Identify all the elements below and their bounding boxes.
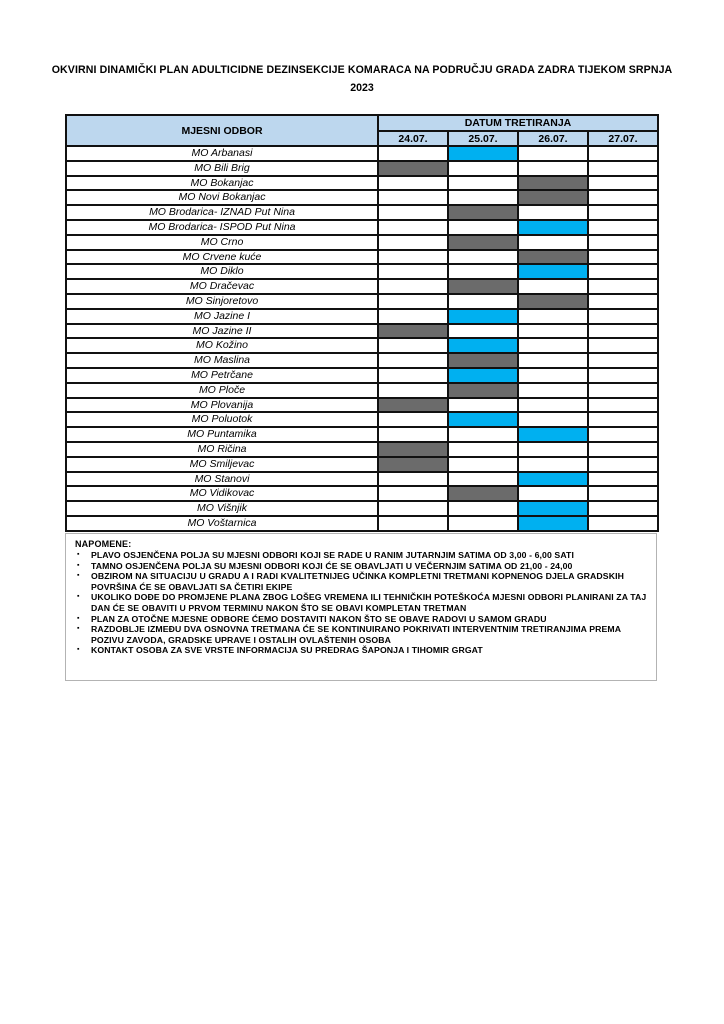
treatment-cell-blue (448, 309, 518, 324)
table-body (66, 146, 658, 531)
empty-cell (518, 279, 588, 294)
empty-cell (518, 161, 588, 176)
empty-cell (518, 442, 588, 457)
date-header-2407: 24.07. (378, 131, 448, 146)
title-line-1: OKVIRNI DINAMIČKI PLAN ADULTICIDNE DEZINSEKCIJE KOMARACA NA PODRUČJU GRADA ZADRA TIJEKOM SRPNJA (51, 64, 673, 76)
empty-cell (518, 457, 588, 472)
empty-cell (518, 353, 588, 368)
district-name: MO Ploče (66, 383, 378, 398)
empty-cell (518, 338, 588, 353)
treatment-cell-gray (448, 279, 518, 294)
table-row (66, 190, 658, 205)
district-column-header: MJESNI ODBOR (66, 115, 378, 146)
district-name: MO Plovanija (66, 398, 378, 413)
table-row (66, 205, 658, 220)
table-row (66, 383, 658, 398)
table-row (66, 161, 658, 176)
bullet-icon: ▪ (77, 561, 80, 569)
empty-cell (448, 294, 518, 309)
treatment-cell-gray (378, 457, 448, 472)
empty-cell (588, 427, 658, 442)
treatment-cell-gray (378, 161, 448, 176)
empty-cell (588, 368, 658, 383)
note-text: UKOLIKO DOĐE DO PROMJENE PLANA ZBOG LOŠEG VREMENA ILI TEHNIČKIH POTEŠKOĆA MJESNI ODBORI PLANIRANI ZA TAJ DAN ĆE SE OBAVITI U PRVOM TERMINU NAKON ŠTO SE OBAVI KOMPLETAN TRETMAN (91, 592, 647, 613)
district-name: MO Crvene kuće (66, 250, 378, 265)
treatment-cell-gray (448, 205, 518, 220)
empty-cell (378, 353, 448, 368)
district-name: MO Diklo (66, 264, 378, 279)
district-name: MO Petrčane (66, 368, 378, 383)
treatment-cell-blue (518, 427, 588, 442)
note-text: OBZIROM NA SITUACIJU U GRADU A I RADI KVALITETNIJEG UČINKA KOMPLETNI TRETMANI KOPNENOG DJELA GRADSKIH POVRŠINA ĆE SE OBAVLJATI SA ČETIRI EKIPE (91, 571, 624, 592)
treatment-cell-blue (518, 472, 588, 487)
empty-cell (378, 235, 448, 250)
table-row (66, 516, 658, 531)
empty-cell (588, 235, 658, 250)
table-header (66, 115, 658, 146)
empty-cell (378, 264, 448, 279)
treatment-cell-blue (448, 368, 518, 383)
empty-cell (378, 486, 448, 501)
table-row (66, 264, 658, 279)
empty-cell (588, 294, 658, 309)
empty-cell (518, 235, 588, 250)
note-item (75, 645, 648, 656)
empty-cell (448, 398, 518, 413)
district-name: MO Voštarnica (66, 516, 378, 531)
empty-cell (378, 516, 448, 531)
empty-cell (378, 368, 448, 383)
date-group-header: DATUM TRETIRANJA (378, 115, 658, 131)
treatment-cell-gray (448, 486, 518, 501)
empty-cell (378, 309, 448, 324)
district-name: MO Smiljevac (66, 457, 378, 472)
empty-cell (518, 412, 588, 427)
empty-cell (378, 501, 448, 516)
table-row (66, 220, 658, 235)
district-name: MO Puntamika (66, 427, 378, 442)
district-name: MO Jazine II (66, 324, 378, 339)
treatment-cell-blue (518, 516, 588, 531)
table-row (66, 279, 658, 294)
bullet-icon: ▪ (77, 614, 80, 622)
empty-cell (448, 427, 518, 442)
note-text: RAZDOBLJE IZMEĐU DVA OSNOVNA TRETMANA ĆE SE KONTINUIRANO POKRIVATI INTERVENTNIM TRETIRANJIMA PREMA POZIVU ZAVODA, GRADSKE UPRAVE I OSTALIH OVLAŠTENIH OSOBA (91, 624, 621, 645)
empty-cell (588, 457, 658, 472)
empty-cell (378, 294, 448, 309)
table-row (66, 338, 658, 353)
empty-cell (378, 383, 448, 398)
note-item (75, 571, 648, 592)
table-row (66, 176, 658, 191)
empty-cell (588, 146, 658, 161)
empty-cell (448, 190, 518, 205)
note-item (75, 592, 648, 613)
empty-cell (518, 324, 588, 339)
empty-cell (588, 176, 658, 191)
table-row (66, 457, 658, 472)
note-text: TAMNO OSJENČENA POLJA SU MJESNI ODBORI KOJI ĆE SE OBAVLJATI U VEČERNJIM SATIMA OD 21,00 - 24,00 (91, 560, 573, 571)
table-row (66, 146, 658, 161)
table-row (66, 501, 658, 516)
empty-cell (378, 412, 448, 427)
district-name: MO Kožino (66, 338, 378, 353)
empty-cell (588, 264, 658, 279)
treatment-cell-gray (518, 176, 588, 191)
date-header-2507: 25.07. (448, 131, 518, 146)
treatment-cell-gray (518, 250, 588, 265)
district-name: MO Maslina (66, 353, 378, 368)
empty-cell (448, 457, 518, 472)
district-name: MO Arbanasi (66, 146, 378, 161)
table-row (66, 368, 658, 383)
empty-cell (518, 368, 588, 383)
empty-cell (378, 250, 448, 265)
table-row (66, 324, 658, 339)
empty-cell (588, 383, 658, 398)
note-item (75, 624, 648, 645)
district-name: MO Brodarica- IZNAD Put Nina (66, 205, 378, 220)
empty-cell (588, 398, 658, 413)
empty-cell (588, 279, 658, 294)
table-row (66, 235, 658, 250)
treatment-cell-gray (378, 324, 448, 339)
treatment-cell-blue (518, 220, 588, 235)
empty-cell (448, 220, 518, 235)
treatment-cell-blue (518, 264, 588, 279)
empty-cell (378, 338, 448, 353)
empty-cell (448, 472, 518, 487)
district-name: MO Ričina (66, 442, 378, 457)
treatment-cell-blue (518, 501, 588, 516)
empty-cell (588, 220, 658, 235)
treatment-cell-gray (518, 294, 588, 309)
district-name: MO Bokanjac (66, 176, 378, 191)
district-name: MO Poluotok (66, 412, 378, 427)
district-name: MO Novi Bokanjac (66, 190, 378, 205)
table-row (66, 412, 658, 427)
empty-cell (448, 250, 518, 265)
empty-cell (588, 442, 658, 457)
date-header-2607: 26.07. (518, 131, 588, 146)
empty-cell (448, 501, 518, 516)
empty-cell (518, 383, 588, 398)
table-row (66, 398, 658, 413)
district-name: MO Brodarica- ISPOD Put Nina (66, 220, 378, 235)
note-item (75, 550, 648, 561)
treatment-cell-gray (378, 442, 448, 457)
empty-cell (378, 146, 448, 161)
empty-cell (448, 176, 518, 191)
empty-cell (518, 486, 588, 501)
empty-cell (588, 324, 658, 339)
district-name: MO Crno (66, 235, 378, 250)
note-text: PLAVO OSJENČENA POLJA SU MJESNI ODBORI KOJI SE RADE U RANIM JUTARNJIM SATIMA OD 3,00 - 6,00 SATI (91, 550, 574, 560)
empty-cell (378, 472, 448, 487)
empty-cell (588, 516, 658, 531)
empty-cell (588, 205, 658, 220)
empty-cell (588, 486, 658, 501)
empty-cell (588, 250, 658, 265)
title-line-2: 2023 (350, 82, 374, 94)
empty-cell (588, 309, 658, 324)
table-row (66, 353, 658, 368)
treatment-cell-gray (448, 235, 518, 250)
bullet-icon: ▪ (77, 572, 80, 580)
notes-box (65, 533, 657, 681)
empty-cell (378, 427, 448, 442)
empty-cell (448, 264, 518, 279)
empty-cell (588, 472, 658, 487)
table-row (66, 250, 658, 265)
note-item (75, 614, 648, 625)
bullet-icon: ▪ (77, 646, 80, 654)
empty-cell (378, 190, 448, 205)
empty-cell (588, 501, 658, 516)
treatment-cell-blue (448, 338, 518, 353)
empty-cell (448, 442, 518, 457)
district-name: MO Bili Brig (66, 161, 378, 176)
district-name: MO Jazine I (66, 309, 378, 324)
notes-heading: NAPOMENE: (75, 539, 132, 549)
empty-cell (378, 205, 448, 220)
note-text: KONTAKT OSOBA ZA SVE VRSTE INFORMACIJA SU PREDRAG ŠAPONJA I TIHOMIR GRGAT (91, 645, 483, 656)
table-row (66, 472, 658, 487)
empty-cell (588, 412, 658, 427)
empty-cell (518, 398, 588, 413)
empty-cell (448, 324, 518, 339)
note-item (75, 561, 648, 572)
treatment-cell-gray (518, 190, 588, 205)
empty-cell (588, 190, 658, 205)
district-name: MO Vidikovac (66, 486, 378, 501)
district-name: MO Dračevac (66, 279, 378, 294)
empty-cell (518, 146, 588, 161)
empty-cell (448, 516, 518, 531)
table-row (66, 309, 658, 324)
empty-cell (378, 220, 448, 235)
empty-cell (588, 353, 658, 368)
bullet-icon: ▪ (77, 593, 80, 601)
empty-cell (518, 309, 588, 324)
treatment-schedule-table (65, 114, 659, 532)
empty-cell (518, 205, 588, 220)
empty-cell (588, 161, 658, 176)
empty-cell (448, 161, 518, 176)
empty-cell (378, 176, 448, 191)
table-row (66, 294, 658, 309)
empty-cell (378, 279, 448, 294)
treatment-cell-gray (448, 353, 518, 368)
document-title (0, 64, 724, 94)
treatment-cell-gray (378, 398, 448, 413)
treatment-cell-gray (448, 383, 518, 398)
table-row (66, 442, 658, 457)
district-name: MO Sinjoretovo (66, 294, 378, 309)
note-text: PLAN ZA OTOČNE MJESNE ODBORE ĆEMO DOSTAVITI NAKON ŠTO SE OBAVE RADOVI U SAMOM GRADU (91, 613, 547, 624)
treatment-cell-blue (448, 146, 518, 161)
district-name: MO Višnjik (66, 501, 378, 516)
notes-list (75, 550, 648, 656)
table-row (66, 427, 658, 442)
date-header-2707: 27.07. (588, 131, 658, 146)
bullet-icon: ▪ (77, 551, 80, 558)
bullet-icon: ▪ (77, 625, 80, 633)
empty-cell (588, 338, 658, 353)
treatment-cell-blue (448, 412, 518, 427)
table-row (66, 486, 658, 501)
district-name: MO Stanovi (66, 472, 378, 487)
